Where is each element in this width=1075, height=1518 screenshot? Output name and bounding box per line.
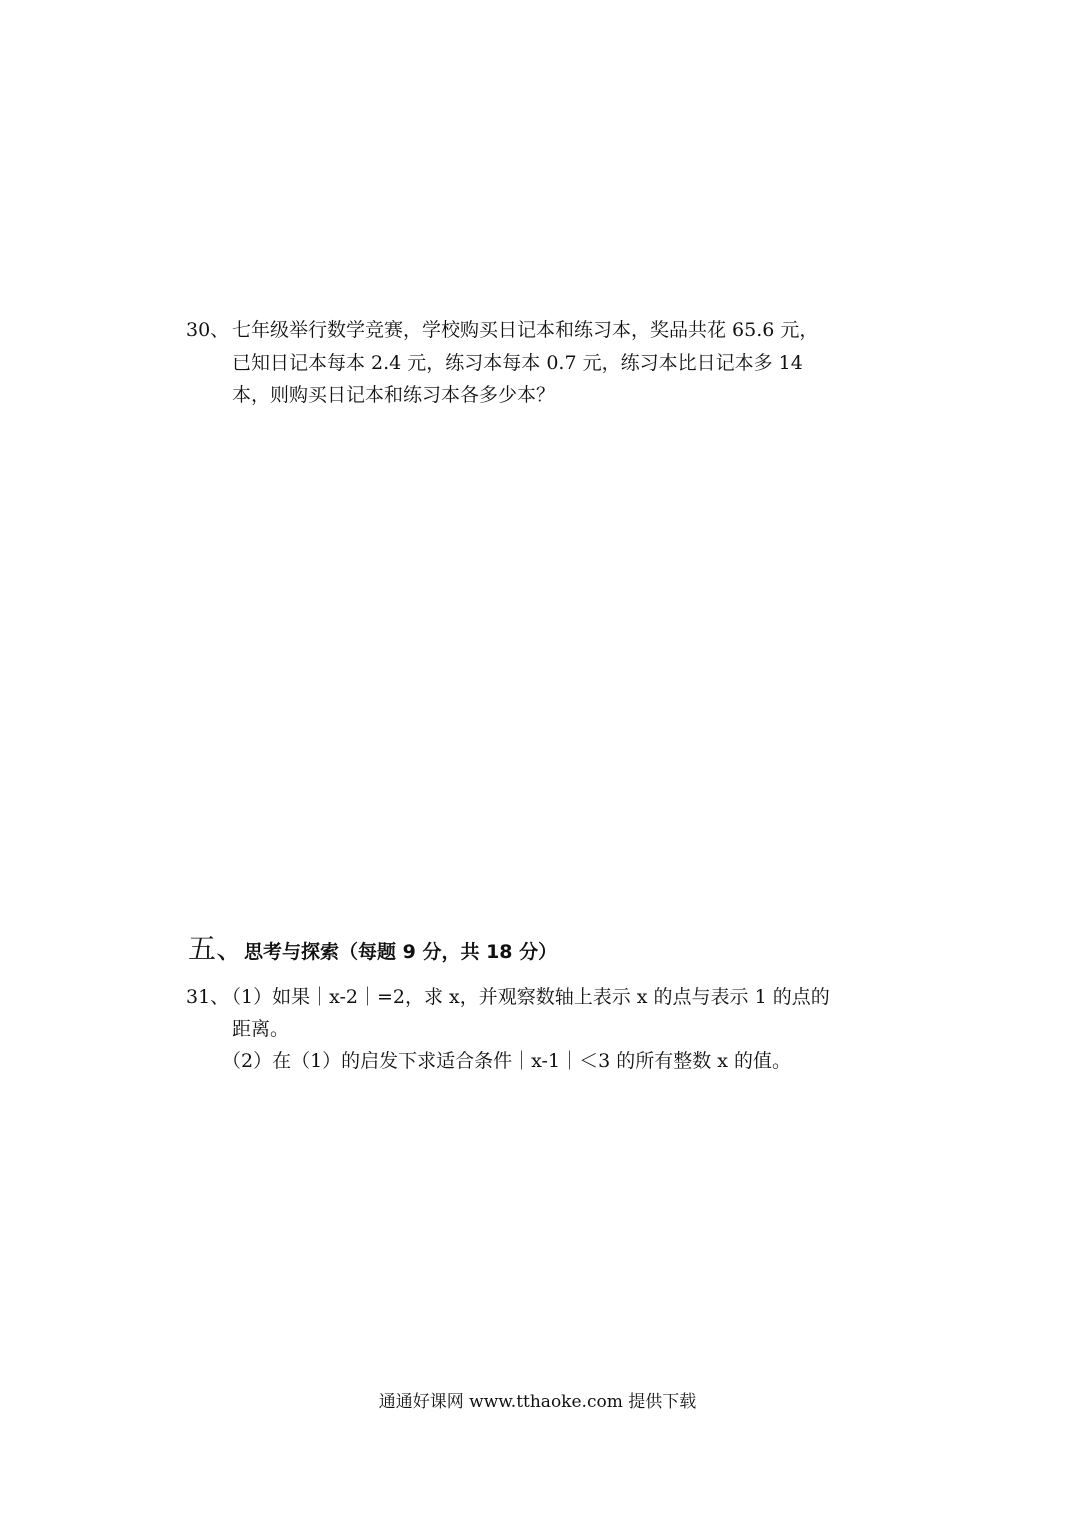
section-numeral: 五、 bbox=[188, 932, 245, 965]
question-text-line: 距离。 bbox=[232, 1018, 290, 1040]
question-text-line: （1）如果｜x-2｜=2，求 x，并观察数轴上表示 x 的点与表示 1 的点的 bbox=[222, 986, 830, 1008]
question-text-line: 已知日记本每本 2.4 元，练习本每本 0.7 元，练习本比日记本多 14 bbox=[232, 352, 803, 374]
section-heading bbox=[188, 933, 557, 969]
question-text-line: 本，则购买日记本和练习本各多少本？ bbox=[232, 384, 556, 406]
question-number: 31、 bbox=[186, 986, 230, 1008]
question-number: 30、 bbox=[186, 319, 230, 341]
question-text-line: 七年级举行数学竞赛，学校购买日记本和练习本，奖品共花 65.6 元， bbox=[232, 319, 819, 341]
section-title: 思考与探索（每题 9 分，共 18 分） bbox=[244, 941, 558, 963]
page-footer: 通通好课网 www.tthaoke.com 提供下载 bbox=[378, 1392, 697, 1412]
question-text-line: （2）在（1）的启发下求适合条件｜x-1｜＜3 的所有整数 x 的值。 bbox=[222, 1050, 791, 1072]
